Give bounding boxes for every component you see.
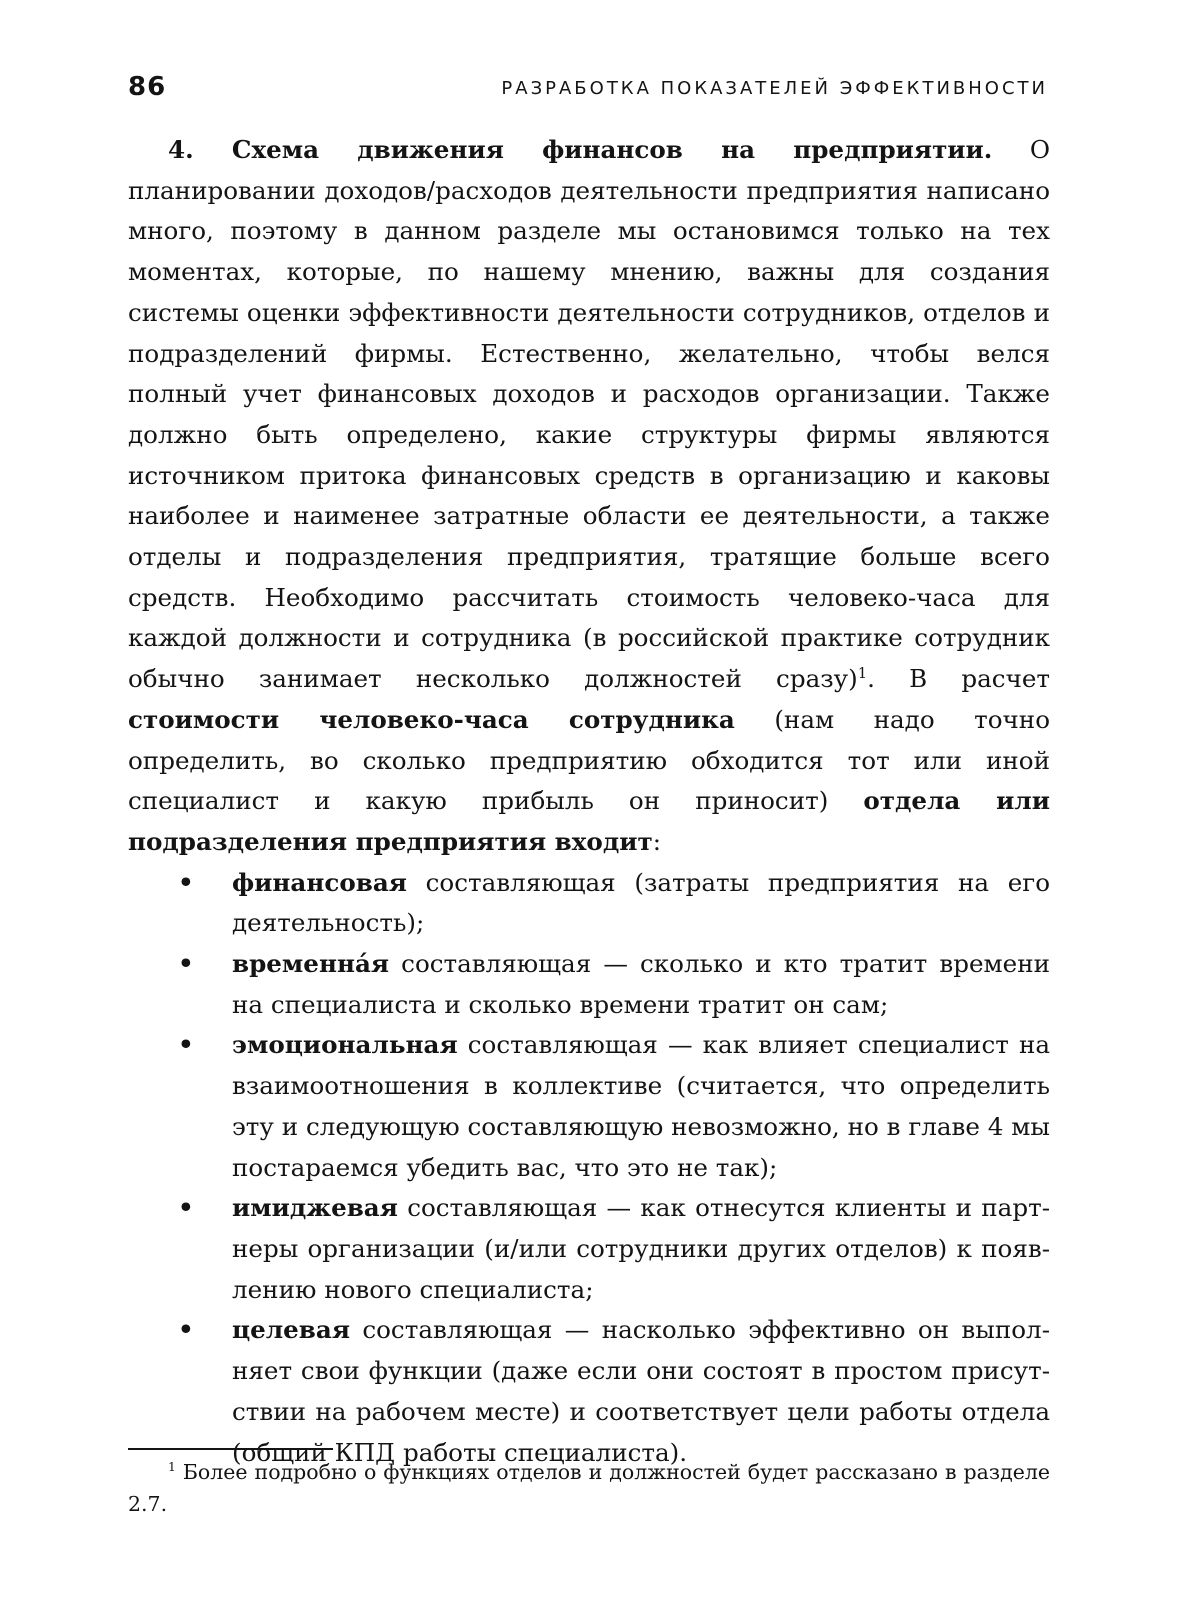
component-text: составляющая (затраты предприятия на его деятельность); (232, 867, 1050, 938)
bullet-icon: • (178, 867, 194, 897)
footnote-paragraph (128, 1456, 1050, 1520)
component-term: временна́я (232, 949, 390, 979)
footnote-text: Более подробно о функциях отделов и должностей будет рассказано в разделе 2.7. (128, 1460, 1050, 1516)
list-item (128, 944, 1050, 1025)
running-title: РАЗРАБОТКА ПОКАЗАТЕЛЕЙ ЭФФЕКТИВНОСТИ (501, 78, 1048, 99)
page-number: 86 (128, 72, 167, 102)
list-item (128, 863, 1050, 944)
component-term: финансовая (232, 867, 407, 897)
bullet-icon: • (178, 949, 194, 979)
paragraph-text: . В расчет (867, 664, 1050, 694)
bold-term: отдела или подразделения предприятия входит (128, 786, 1051, 856)
bullet-icon: • (178, 1030, 194, 1060)
component-term: имиджевая (232, 1193, 398, 1223)
section-paragraph (128, 130, 1050, 863)
bullet-icon: • (178, 1193, 194, 1223)
list-item (128, 1188, 1050, 1310)
component-text: составляющая — как отнесутся клиенты и партнеры организации (и/или сотрудники других отделов) к появлению нового специалиста; (232, 1193, 1050, 1304)
component-text: составляющая — как влияет специалист на взаимоотношения в коллективе (считается, что определить эту и следующую составляющую невозможно, но в главе 4 мы постараемся убедить вас, что это не так); (232, 1030, 1050, 1182)
list-item (128, 1025, 1050, 1188)
component-text: составляющая — насколько эффективно он выполняет свои функции (даже если они состоят в простом присутствии на рабочем месте) и соответствует цели работы отдела (общий КПД работы специалиста). (232, 1315, 1050, 1467)
bullet-icon: • (178, 1315, 194, 1345)
footnote-divider (128, 1448, 333, 1450)
main-text (128, 130, 1050, 1473)
component-text: составляющая — сколько и кто тратит времени на специалиста и сколько времени тратит он сам; (232, 949, 1050, 1019)
component-term: целевая (232, 1315, 350, 1345)
footnote (128, 1456, 1050, 1520)
components-list (128, 863, 1050, 1474)
paragraph-text: : (652, 826, 662, 856)
section-heading: 4. Схема движения финансов на предприятии. (168, 135, 993, 164)
paragraph-text: О планировании доходов/расходов деятельности предприятия написано много, поэтому в данном разделе мы остановимся только на тех моментах, которые, по нашему мнению, важны для создания системы оценки эффективности деятельности сотрудников, отделов и подразделений фирмы. Естественно, желательно, чтобы велся полный учет финансовых доходов и расходов организации. Также должно быть определено, какие структуры фирмы являются источником притока финансовых средств в организацию и каковы наиболее и наименее затратные области ее деятельности, а также отделы и подразделения предприятия, тратящие больше всего средств. Необходимо рассчитать стоимость человеко-часа для каждой должности и сотрудника (в российской практике сотрудник обычно занимает несколько должностей сразу) (128, 135, 1050, 694)
footnote-reference: 1 (857, 664, 868, 682)
component-term: эмоциональная (232, 1030, 458, 1060)
paragraph-text: (нам надо точно определить, во сколько предприятию обходится тот или иной специалист и какую прибыль он приносит) (128, 704, 1050, 816)
bold-term: стоимости человеко-часа сотрудника (128, 704, 735, 734)
footnote-mark: 1 (168, 1460, 176, 1475)
page-header (128, 72, 1048, 112)
